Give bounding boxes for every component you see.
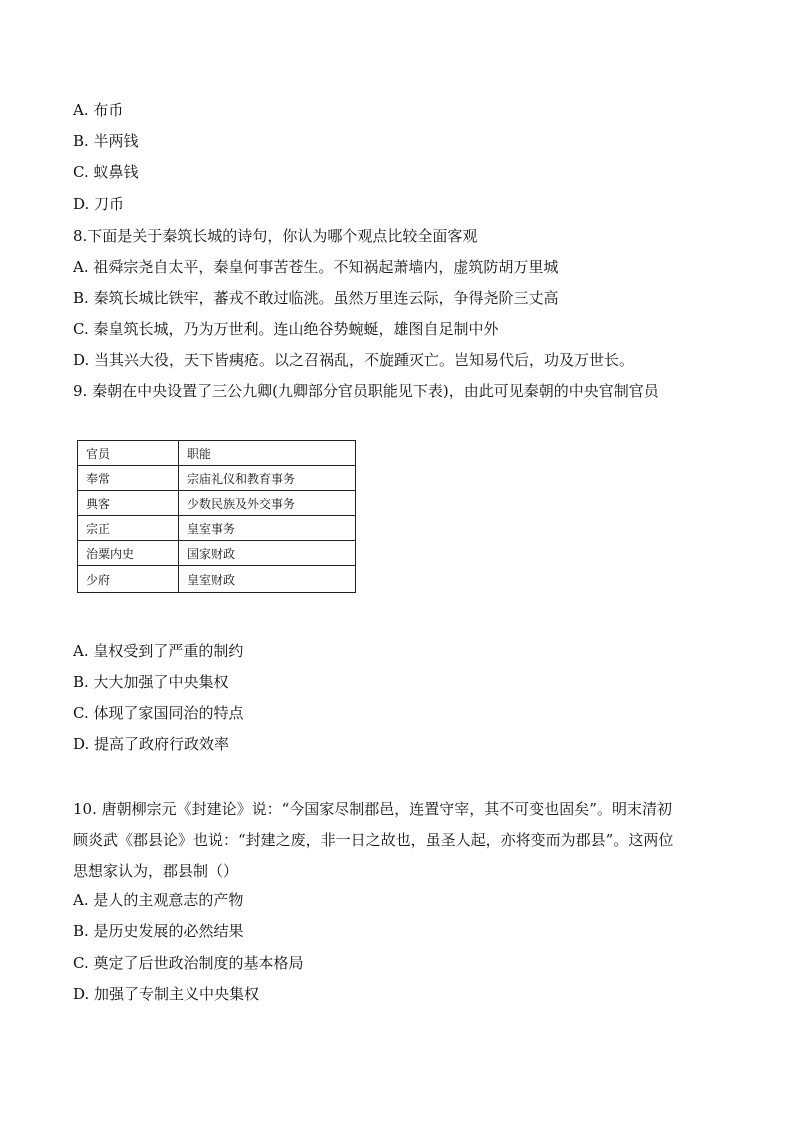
q7-option-b: B. 半两钱 xyxy=(73,132,139,150)
table-cell: 皇室财政 xyxy=(179,566,356,593)
q10-stem-line: 顾炎武《郡县论》也说：“封建之废，非一日之故也，虽圣人起，亦将变而为郡县”。这两位 xyxy=(73,831,674,849)
table-cell: 宗正 xyxy=(78,516,179,541)
q10-option-b: B. 是历史发展的必然结果 xyxy=(73,922,244,940)
table-cell: 少府 xyxy=(78,566,179,593)
table-cell: 治粟内史 xyxy=(78,541,179,566)
q7-option-a: A. 布币 xyxy=(73,101,124,119)
q8-option-d: D. 当其兴大役，天下皆痍疮。以之召祸乱，不旋踵灭亡。岂知易代后，功及万世长。 xyxy=(73,351,635,369)
table-header-cell: 职能 xyxy=(179,441,356,466)
table-cell: 奉常 xyxy=(78,466,179,491)
q10-option-d: D. 加强了专制主义中央集权 xyxy=(73,985,260,1003)
table-cell: 国家财政 xyxy=(179,541,356,566)
q10-stem xyxy=(73,794,723,887)
q10-option-c: C. 奠定了后世政治制度的基本格局 xyxy=(73,954,304,972)
q9-option-b: B. 大大加强了中央集权 xyxy=(73,673,229,691)
q8-option-c: C. 秦皇筑长城，乃为万世利。连山绝谷势蜿蜒，雄图自足制中外 xyxy=(73,320,499,338)
table-cell: 典客 xyxy=(78,491,179,516)
table-row xyxy=(78,516,356,541)
q10-option-a: A. 是人的主观意志的产物 xyxy=(73,891,244,909)
q7-option-c: C. 蚁鼻钱 xyxy=(73,163,139,181)
q9-option-d: D. 提高了政府行政效率 xyxy=(73,735,230,753)
q10-stem-line: 思想家认为，郡县制（） xyxy=(73,862,239,880)
q10-stem-line: 10. 唐朝柳宗元《封建论》说：“今国家尽制郡邑，连置守宰，其不可变也固矣”。明末清初 xyxy=(73,800,672,818)
officials-table xyxy=(77,440,356,593)
q7-option-d: D. 刀币 xyxy=(73,195,125,213)
q9-option-a: A. 皇权受到了严重的制约 xyxy=(73,642,244,660)
q8-option-b: B. 秦筑长城比铁牢，蕃戎不敢过临洮。虽然万里连云际，争得尧阶三丈高 xyxy=(73,289,559,307)
table-row xyxy=(78,566,356,593)
table-row xyxy=(78,491,356,516)
q8-option-a: A. 祖舜宗尧自太平，秦皇何事苦苍生。不知祸起萧墙内，虚筑防胡万里城 xyxy=(73,258,559,276)
table-header-row xyxy=(78,441,356,466)
q8-stem: 8.下面是关于秦筑长城的诗句，你认为哪个观点比较全面客观 xyxy=(73,227,478,245)
q9-stem: 9. 秦朝在中央设置了三公九卿(九卿部分官员职能见下表)，由此可见秦朝的中央官制官员 xyxy=(73,382,659,400)
q9-option-c: C. 体现了家国同治的特点 xyxy=(73,704,244,722)
table-header-cell: 官员 xyxy=(78,441,179,466)
table-cell: 宗庙礼仪和教育事务 xyxy=(179,466,356,491)
table-row xyxy=(78,466,356,491)
table-cell: 少数民族及外交事务 xyxy=(179,491,356,516)
table-cell: 皇室事务 xyxy=(179,516,356,541)
table-row xyxy=(78,541,356,566)
